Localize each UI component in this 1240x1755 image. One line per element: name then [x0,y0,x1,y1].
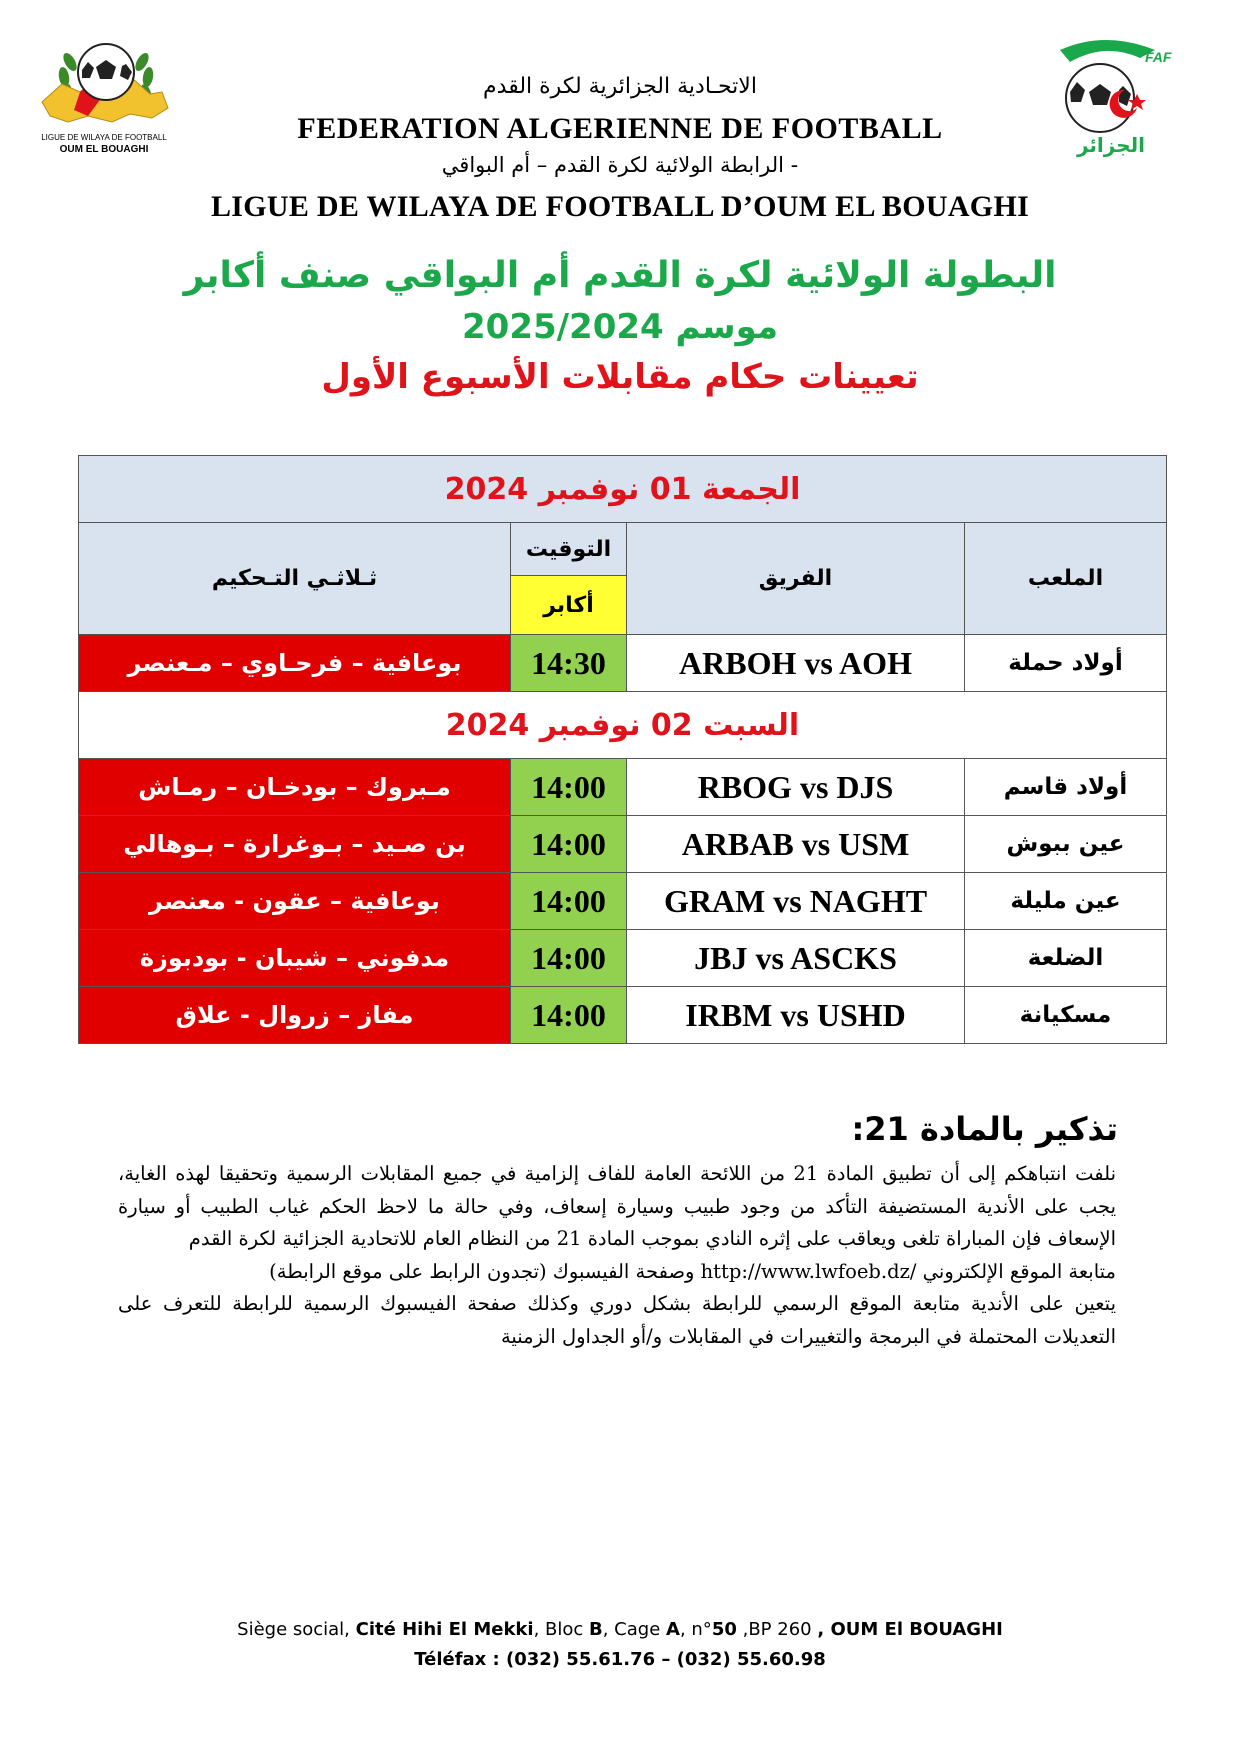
header-team: الفريق [627,523,965,635]
match-row [79,987,1167,1044]
header-league-ar: الرابطة الولائية لكرة القدم – أم البواقي - [441,153,799,177]
assignments-title: تعيينات حكام مقابلات الأسبوع الأول [321,357,919,397]
table-header-row [79,523,1167,576]
reminder-body [118,1158,1116,1354]
header-referees: ثـلاثـي التـحكيم [79,523,511,635]
day-row [79,456,1167,523]
match-row [79,816,1167,873]
footer [0,1615,1240,1675]
svg-text:الجزائر: الجزائر [1076,133,1146,157]
match-row [79,873,1167,930]
day-label: الجمعة 01 نوفمبر 2024 [79,456,1167,523]
match-teams: GRAM vs NAGHT [627,873,965,930]
footer-cite: Cité Hihi El Mekki [355,1619,534,1640]
footer-num-prefix: , n° [679,1619,712,1640]
day-label: السبت 02 نوفمبر 2024 [79,692,1167,759]
svg-text:OUM EL BOUAGHI: OUM EL BOUAGHI [59,144,149,155]
reminder-paragraph: يتعين على الأندية متابعة الموقع الرسمي للرابطة بشكل دوري وكذلك صفحة الفيسبوك الرسمية للرابطة للتعرف على التعديلات المحتملة في البرمجة والتغييرات في المقابلات و/أو الجداول الزمنية [118,1292,1116,1348]
reminder-website: متابعة الموقع الإلكتروني /http://www.lwfoeb.dz وصفحة الفيسبوك (تجدون الرابط على موقع الرابطة) [269,1259,1116,1283]
match-teams: IRBM vs USHD [627,987,965,1044]
footer-bloc: B [589,1619,603,1640]
header-federation-fr: FEDERATION ALGERIENNE DE FOOTBALL [297,112,943,145]
season-title: موسم 2025/2024 [462,307,778,347]
match-time: 14:00 [511,759,627,816]
match-venue: مسكيانة [965,987,1167,1044]
match-referees: مدفوني – شيبان - بودبوزة [79,930,511,987]
match-venue: أولاد حملة [965,635,1167,692]
svg-text:LIGUE DE WILAYA DE FOOTBALL: LIGUE DE WILAYA DE FOOTBALL [41,133,167,142]
footer-cage: A [666,1619,680,1640]
header-category: أكابر [511,576,627,635]
match-time: 14:00 [511,873,627,930]
match-time: 14:00 [511,987,627,1044]
footer-bloc-prefix: , Bloc [533,1619,584,1640]
match-teams: ARBAB vs USM [627,816,965,873]
footer-prefix: Siège social, [237,1619,350,1640]
svg-text:FAF: FAF [1145,49,1172,65]
match-row [79,759,1167,816]
header-time: التوقيت [511,523,627,576]
match-referees: مفاز – زروال - علاق [79,987,511,1044]
header-federation-ar: الاتحـادية الجزائرية لكرة القدم [483,74,757,99]
match-teams: JBJ vs ASCKS [627,930,965,987]
championship-title: البطولة الولائية لكرة القدم أم البواقي صنف أكابر [183,255,1057,296]
schedule-table [78,455,1167,1044]
match-venue: عين مليلة [965,873,1167,930]
footer-num: 50 [711,1619,737,1640]
header-league-fr: LIGUE DE WILAYA DE FOOTBALL D’OUM EL BOUAGHI [210,190,1030,223]
footer-city: , OUM El BOUAGHI [817,1619,1003,1640]
match-teams: RBOG vs DJS [627,759,965,816]
reminder-title: تذكير بالمادة 21: [851,1110,1118,1148]
match-referees: بن صـيد – بـوغرارة – بـوهالي [79,816,511,873]
match-venue: عين ببوش [965,816,1167,873]
footer-cage-prefix: , Cage [602,1619,661,1640]
match-referees: مـبروك – بودخـان – رمـاش [79,759,511,816]
match-row [79,635,1167,692]
match-referees: بوعافية – عقون - معنصر [79,873,511,930]
match-teams: ARBOH vs AOH [627,635,965,692]
footer-address [0,1615,1240,1645]
reminder-paragraph: نلفت انتباهكم إلى أن تطبيق المادة 21 من اللائحة العامة للفاف إلزامية في جميع المقابلات الرسمية وتحقيقا لهذه الغاية، يجب على الأندية المستضيفة التأكد من وجود طبيب وسيارة إسعاف، وفي حالة ما لاحظ الحكم غياب الطبيب أو سيارة الإسعاف فإن المباراة تلغى ويعاقب على إثره النادي بموجب المادة 21 من النظام العام للاتحادية الجزائية لكرة القدم [118,1162,1116,1251]
match-row [79,930,1167,987]
day-row [79,692,1167,759]
header-venue: الملعب [965,523,1167,635]
match-time: 14:00 [511,816,627,873]
footer-bp: ,BP 260 [742,1619,812,1640]
match-time: 14:30 [511,635,627,692]
match-venue: الضلعة [965,930,1167,987]
match-time: 14:00 [511,930,627,987]
match-venue: أولاد قاسم [965,759,1167,816]
match-referees: بوعافية – فرحـاوي – مـعنصر [79,635,511,692]
footer-phone: Téléfax : (032) 55.61.76 – (032) 55.60.98 [414,1649,826,1670]
